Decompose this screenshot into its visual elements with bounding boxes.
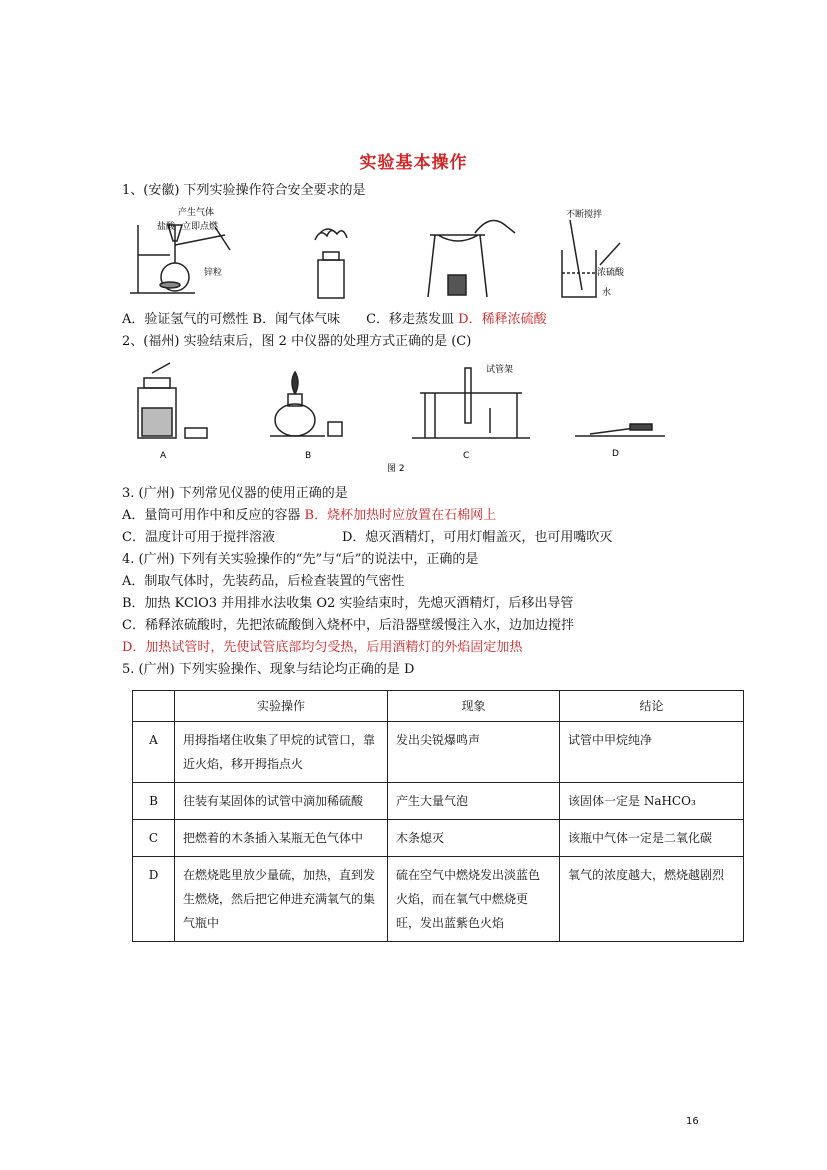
dilution-beaker-illustration: [562, 220, 620, 297]
table-row: [133, 857, 744, 942]
row-operation: 用拇指堵住收集了甲烷的试管口，靠近火焰，移开拇指点火: [175, 722, 388, 783]
fig2-label-c: C: [463, 451, 470, 461]
table-header: [133, 691, 175, 722]
q4-answer: D．加热试管时，先使试管底部均匀受热，后用酒精灯的外焰固定加热: [122, 640, 523, 655]
q2-figure: [130, 358, 690, 478]
label-acid: 盐酸: [157, 222, 176, 232]
row-conclusion: 该固体一定是 NaHCO₃: [560, 783, 744, 820]
row-conclusion: 试管中甲烷纯净: [560, 722, 744, 783]
label-gas: 产生气体: [178, 208, 215, 218]
label-conc-acid: 浓硫酸: [597, 268, 625, 278]
q3-option-c: C．温度计可用于搅拌溶液: [122, 530, 275, 545]
reagent-bottle-illustration: [138, 363, 207, 438]
q1-answer: D．稀释浓硫酸: [458, 312, 547, 327]
label-water: 水: [602, 288, 612, 298]
test-tube-brush-illustration: [575, 424, 665, 436]
fig2-caption: 图 2: [387, 464, 405, 474]
gas-bottle-illustration: [315, 229, 347, 298]
experiment-table: [132, 690, 744, 942]
evaporating-dish-illustration: [428, 221, 515, 298]
table-header-row: [133, 691, 744, 722]
q4-option-b: B．加热 KClO3 并用排水法收集 O2 实验结束时，先熄灭酒精灯，后移出导管: [122, 596, 574, 611]
fig2-label-b: B: [305, 451, 312, 461]
q3-answer: B．烧杯加热时应放置在石棉网上: [304, 508, 497, 523]
row-id: D: [133, 857, 175, 942]
row-conclusion: 氧气的浓度越大，燃烧越剧烈: [560, 857, 744, 942]
q2-stem: 2、(福州) 实验结束后，图 2 中仪器的处理方式正确的是 (C): [122, 334, 472, 349]
q3-option-d: D．熄灭酒精灯，可用灯帽盖灭，也可用嘴吹灭: [342, 530, 613, 545]
q3-stem: 3. (广州) 下列常见仪器的使用正确的是: [122, 486, 348, 501]
table-row: [133, 722, 744, 783]
label-zinc: 锌粒: [204, 268, 223, 278]
row-id: B: [133, 783, 175, 820]
q4-option-a: A．制取气体时，先装药品，后检查装置的气密性: [122, 574, 405, 589]
test-tube-rack-illustration: [412, 368, 530, 438]
q4-stem: 4. (广州) 下列有关实验操作的“先”与“后”的说法中，正确的是: [122, 552, 479, 567]
q3-options-ab: A．量筒可用作中和反应的容器 B．烧杯加热时应放置在石棉网上: [122, 508, 497, 523]
row-id: C: [133, 820, 175, 857]
table-header: 实验操作: [175, 691, 388, 722]
q5-stem: 5. (广州) 下列实验操作、现象与结论均正确的是 D: [122, 662, 415, 677]
row-operation: 往装有某固体的试管中滴加稀硫酸: [175, 783, 388, 820]
row-phenomenon: 产生大量气泡: [388, 783, 560, 820]
row-phenomenon: 硫在空气中燃烧发出淡蓝色火焰，而在氧气中燃烧更旺，发出蓝紫色火焰: [388, 857, 560, 942]
row-operation: 把燃着的木条插入某瓶无色气体中: [175, 820, 388, 857]
fig2-label-rack: 试管架: [486, 365, 514, 375]
row-phenomenon: 木条熄灭: [388, 820, 560, 857]
table-header: 结论: [560, 691, 744, 722]
hydrogen-apparatus-illustration: [130, 225, 230, 293]
q1-stem: 1、(安徽) 下列实验操作符合安全要求的是: [122, 183, 366, 198]
row-operation: 在燃烧匙里放少量硫，加热，直到发生燃烧，然后把它伸进充满氧气的集气瓶中: [175, 857, 388, 942]
fig2-label-a: A: [160, 451, 167, 461]
fig2-label-d: D: [612, 449, 619, 459]
label-stir: 不断搅拌: [566, 210, 603, 220]
table-header: 现象: [388, 691, 560, 722]
table-row: [133, 783, 744, 820]
row-conclusion: 该瓶中气体一定是二氧化碳: [560, 820, 744, 857]
row-id: A: [133, 722, 175, 783]
q1-figure: [130, 205, 690, 305]
q1-options: A．验证氢气的可燃性 B．闻气体气味 C．移走蒸发皿 D．稀释浓硫酸: [122, 312, 547, 327]
label-ignite: 立即点燃: [182, 222, 219, 232]
q4-option-c: C．稀释浓硫酸时，先把浓硫酸倒入烧杯中，后沿器壁缓慢注入水，边加边搅拌: [122, 618, 574, 633]
alcohol-lamp-illustration: [270, 372, 342, 436]
page-number: 16: [686, 1116, 699, 1127]
row-phenomenon: 发出尖锐爆鸣声: [388, 722, 560, 783]
page-title: 实验基本操作: [359, 153, 468, 173]
table-row: [133, 820, 744, 857]
